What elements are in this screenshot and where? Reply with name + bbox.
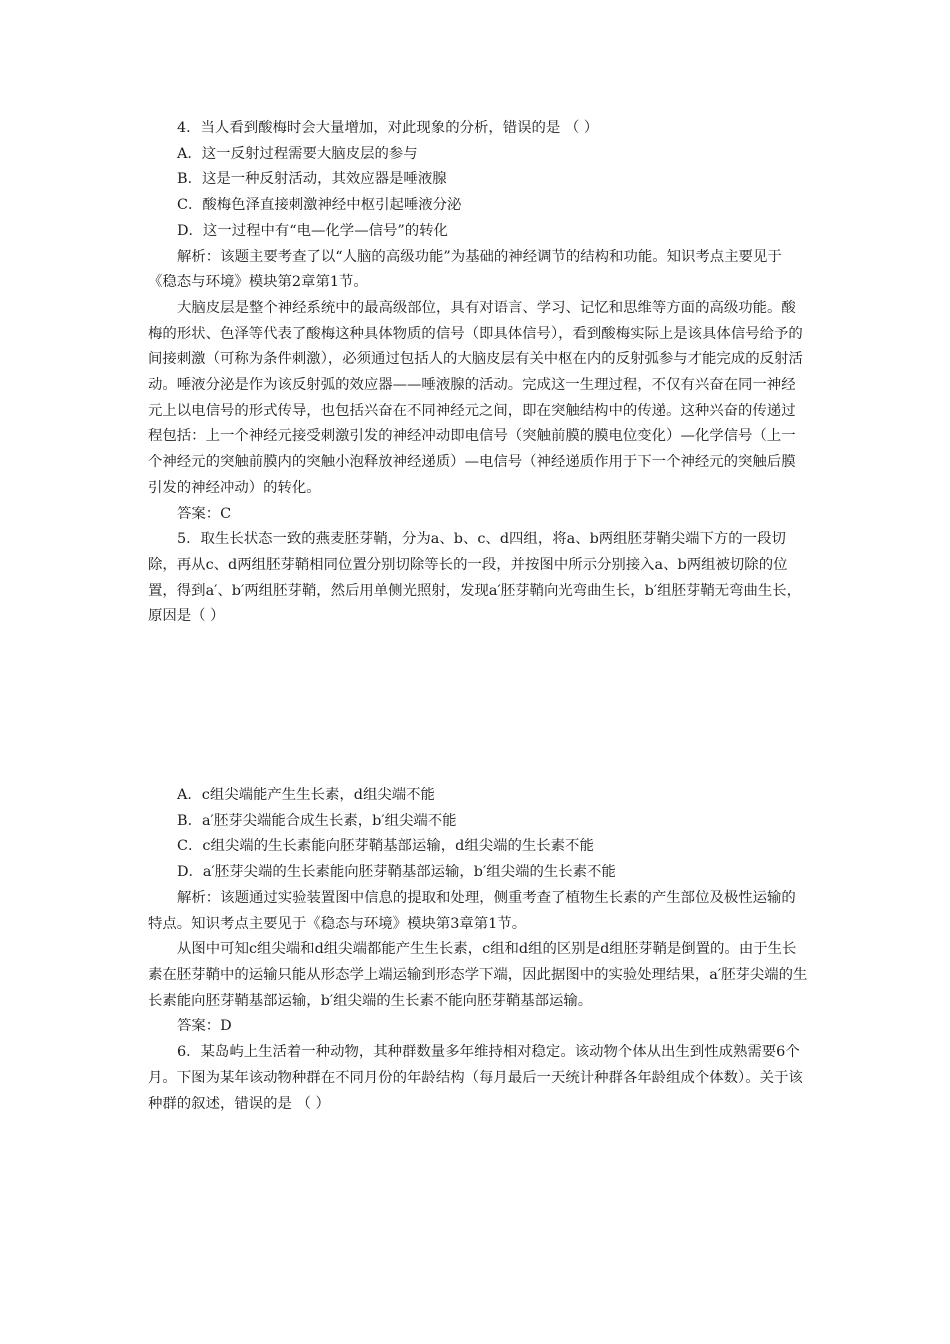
q6-stem: 6．某岛屿上生活着一种动物，其种群数量多年维持相对稳定。该动物个体从出生到性成熟需要6个月。下图为某年该动物种群在不同月份的年龄结构（每月最后一天统计种群各年龄组成个体数）。关于该种群的叙述，错误的是 （ ） [148, 1044, 803, 1112]
q5-option-a: A．c组尖端能产生生长素，d组尖端不能 [177, 787, 435, 804]
q4-option-a: A．这一反射过程需要大脑皮层的参与 [177, 145, 418, 162]
q4-answer: 答案：C [177, 505, 232, 522]
q4-analysis: 解析：该题主要考查了以“人脑的高级功能”为基础的神经调节的结构和功能。知识考点主要见于《稳态与环境》模块第2章第1节。 [148, 248, 782, 291]
q4-option-b: B．这是一种反射活动，其效应器是唾液腺 [177, 171, 447, 188]
document-page [148, 116, 808, 1117]
q5-option-c: C．c组尖端的生长素能向胚芽鞘基部运输，d组尖端的生长素不能 [177, 838, 594, 855]
q4-explanation: 大脑皮层是整个神经系统中的最高级部位，具有对语言、学习、记忆和思维等方面的高级功能。酸梅的形状、色泽等代表了酸梅这种具体物质的信号（即具体信号），看到酸梅实际上是该具体信号给予的间接刺激（可称为条件刺激），必须通过包括人的大脑皮层有关中枢在内的反射弧参与才能完成的反射活动。唾液分泌是作为该反射弧的效应器——唾液腺的活动。完成这一生理过程，不仅有兴奋在同一神经元上以电信号的形式传导，也包括兴奋在不同神经元之间，即在突触结构中的传递。这种兴奋的传递过程包括：上一个神经元接受刺激引发的神经冲动即电信号（突触前膜的膜电位变化）—化学信号（上一个神经元的突触前膜内的突触小泡释放神经递质）—电信号（神经递质作用于下一个神经元的突触后膜引发的神经冲动）的转化。 [148, 299, 803, 496]
q5-answer: 答案：D [177, 1018, 232, 1035]
q5-analysis: 解析：该题通过实验装置图中信息的提取和处理，侧重考查了植物生长素的产生部位及极性运输的特点。知识考点主要见于《稳态与环境》模块第3章第1节。 [148, 889, 796, 932]
q5-option-d: D．a′胚芽尖端的生长素能向胚芽鞘基部运输，b′组尖端的生长素不能 [177, 864, 616, 881]
q4-option-c: C．酸梅色泽直接刺激神经中枢引起唾液分泌 [177, 197, 462, 214]
q4-stem: 4．当人看到酸梅时会大量增加，对此现象的分析，错误的是 （ ） [177, 120, 599, 136]
q5-figure-placeholder [148, 630, 808, 783]
q5-option-b: B．a′胚芽尖端能合成生长素，b′组尖端不能 [177, 812, 457, 829]
q5-stem: 5．取生长状态一致的燕麦胚芽鞘，分为a、b、c、d四组，将a、b两组胚芽鞘尖端下方的一段切除，再从c、d两组胚芽鞘相同位置分别切除等长的一段，并按图中所示分别接入a、b两组被切除的位置，得到a′、b′两组胚芽鞘，然后用单侧光照射，发现a′胚芽鞘向光弯曲生长，b′组胚芽鞘无弯曲生长，原因是（ ） [148, 531, 802, 625]
q5-explanation: 从图中可知c组尖端和d组尖端都能产生生长素，c组和d组的区别是d组胚芽鞘是倒置的。由于生长素在胚芽鞘中的运输只能从形态学上端运输到形态学下端，因此据图中的实验处理结果，a′胚芽尖端的生长素能向胚芽鞘基部运输，b′组尖端的生长素不能向胚芽鞘基部运输。 [148, 941, 808, 1009]
q4-option-d: D．这一过程中有“电—化学—信号”的转化 [177, 222, 448, 239]
